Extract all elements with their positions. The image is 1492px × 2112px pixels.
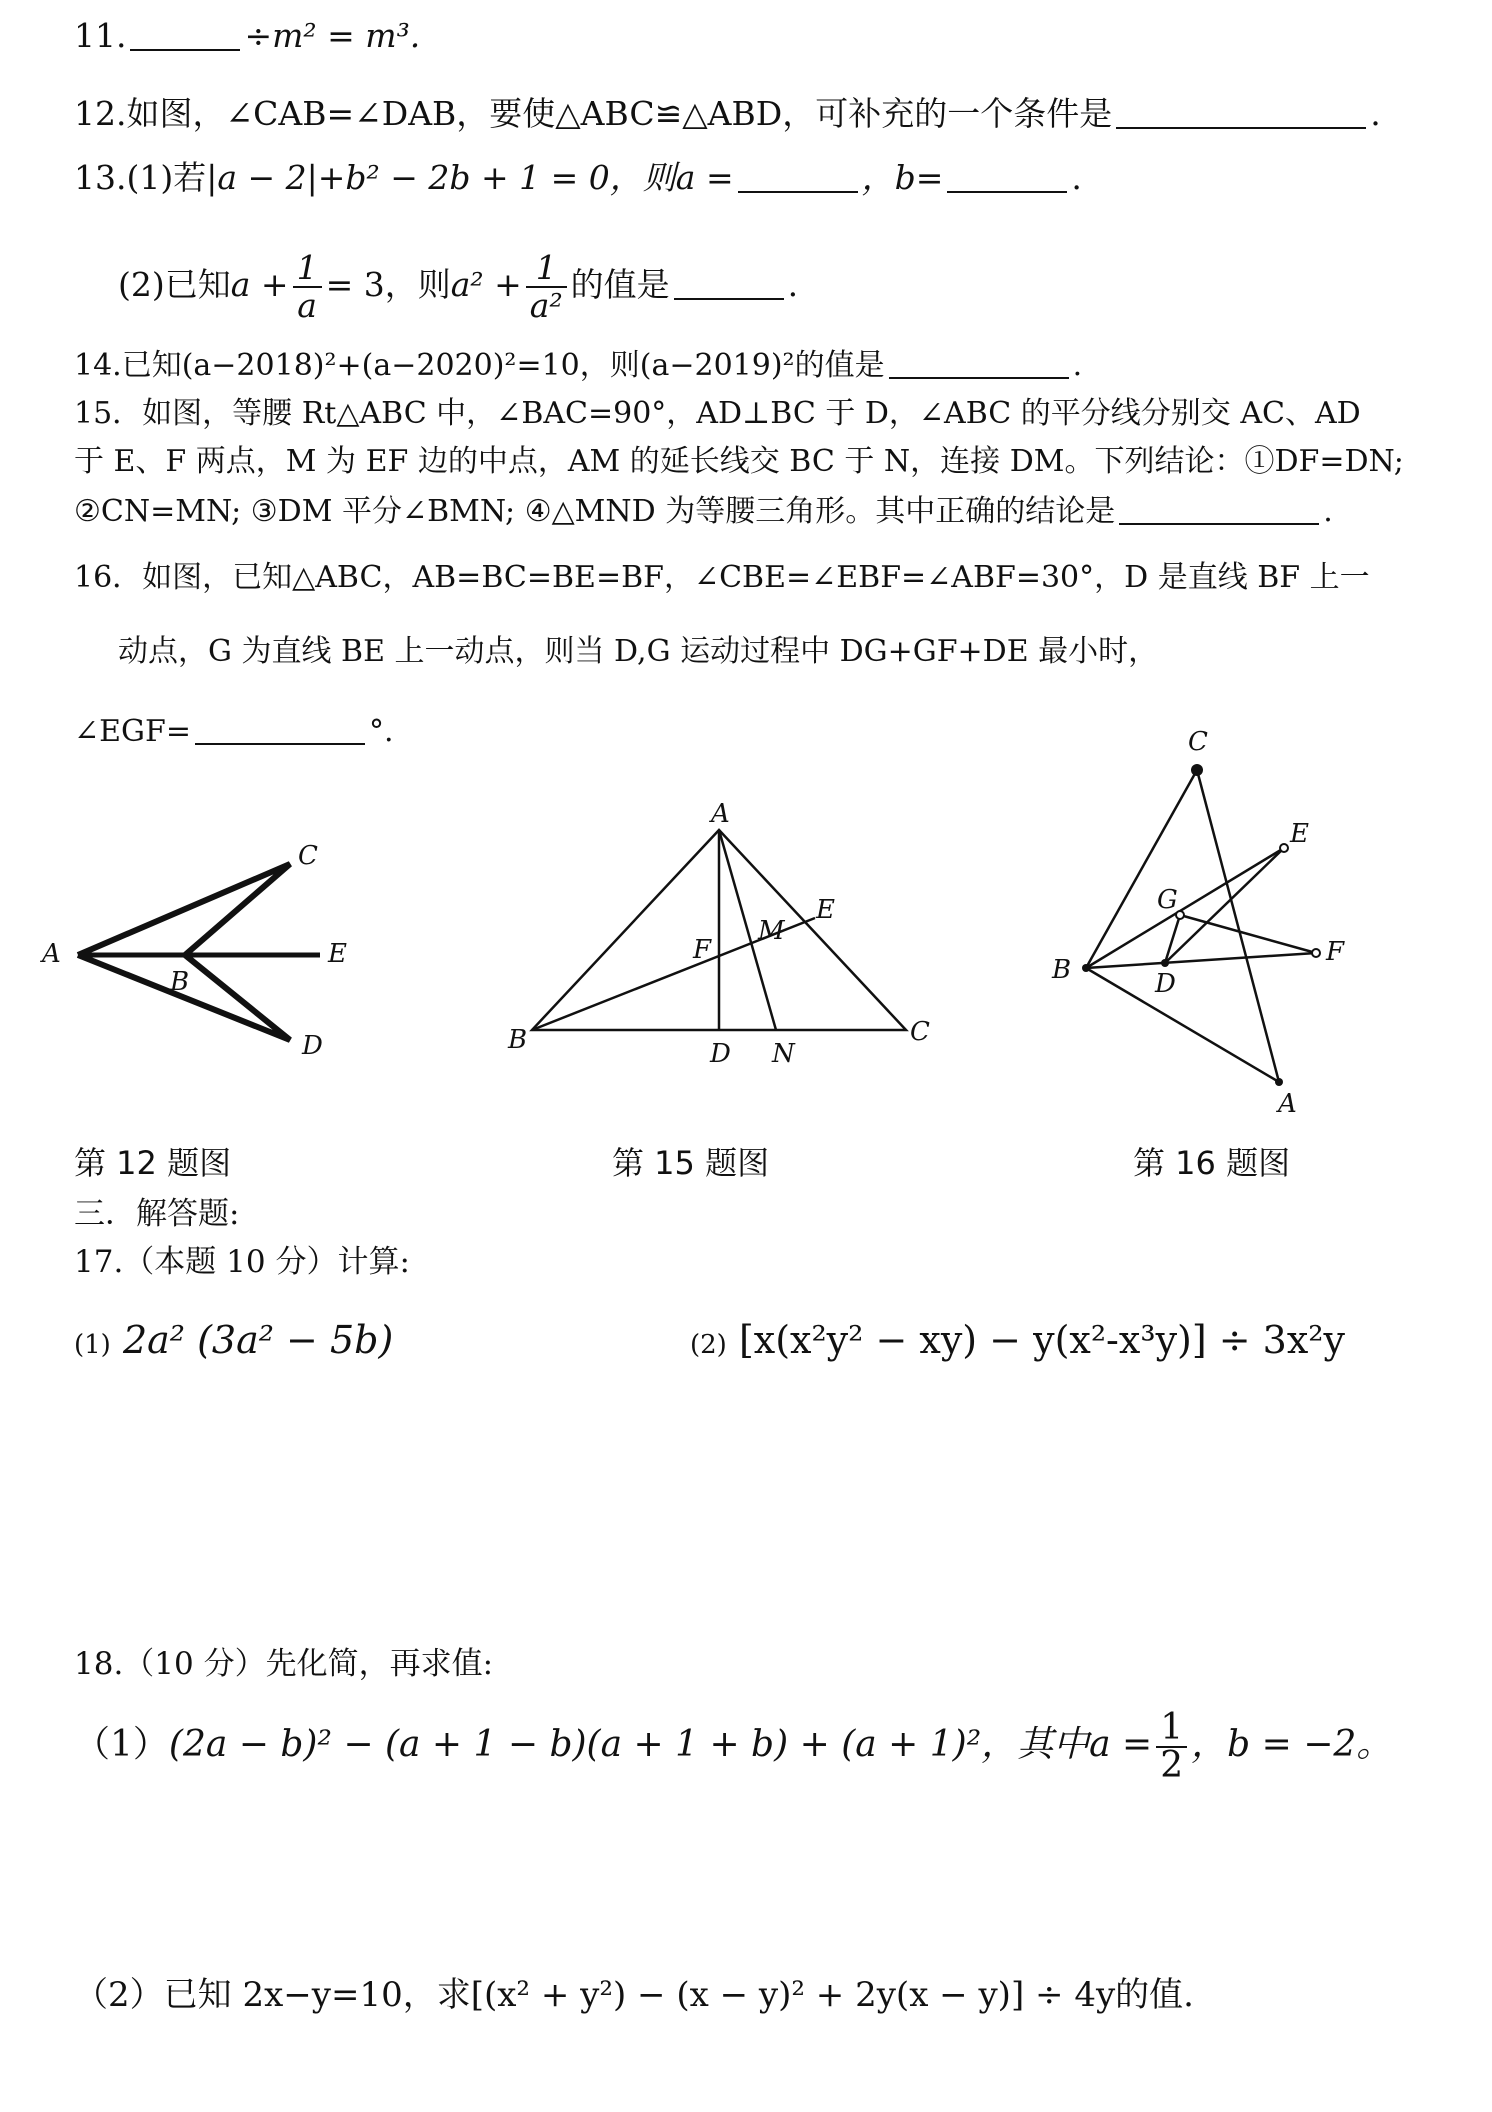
- question-14: [74, 344, 1452, 388]
- q13-p1-b: ，b=: [861, 158, 944, 197]
- q17-p1-expr: 2a² (3a² − 5b): [122, 1318, 394, 1362]
- q18-p2-end: 的值.: [1115, 1975, 1194, 2015]
- q11-expression: ÷m² = m³.: [244, 16, 421, 55]
- fig15-label-f: F: [693, 935, 712, 965]
- fig16-point-f: [1312, 949, 1320, 957]
- caption-figure-12: 第 12 题图: [74, 1144, 232, 1182]
- q14-text: 14.已知(a−2018)²+(a−2020)²=10，则(a−2019)²的值是: [74, 348, 885, 383]
- q13-frac-1-over-a2: [526, 250, 567, 324]
- q17-p2-label: (2): [690, 1330, 727, 1360]
- answer-blank: [674, 268, 784, 300]
- answer-blank: [1119, 493, 1319, 525]
- fig12-label-c: C: [298, 841, 318, 871]
- question-13-part-2: [118, 240, 1452, 330]
- frac-denominator: 2: [1160, 1745, 1184, 1786]
- q15-line-3-text: ②CN=MN; ③DM 平分∠BMN; ④△MND 为等腰三角形。其中正确的结论是: [74, 494, 1116, 529]
- figure-12: [30, 830, 390, 1090]
- caption-figure-15: 第 15 题图: [612, 1144, 770, 1182]
- fig16-point-e: [1280, 844, 1288, 852]
- q16-line-3-end: °.: [368, 714, 394, 749]
- question-12: [74, 92, 1452, 136]
- answer-blank: [130, 19, 240, 51]
- figure-16: [1030, 720, 1390, 1120]
- q15-line-3: [74, 490, 1452, 534]
- answer-blank: [195, 713, 365, 745]
- fig12-label-b: B: [170, 967, 190, 997]
- section-3-heading: 三．解答题:: [74, 1196, 240, 1232]
- question-13-part-1: [74, 156, 1452, 200]
- frac-denominator: a: [297, 286, 317, 325]
- q12-end: .: [1370, 94, 1381, 133]
- q18-part-2: [74, 1960, 1452, 2030]
- q18-title: 18.（10 分）先化简，再求值:: [74, 1646, 494, 1682]
- q13-p1-abs: |a − 2|: [206, 158, 318, 197]
- q13-frac-1-over-a: [293, 250, 322, 324]
- answer-blank: [889, 347, 1069, 379]
- fig16-line-ca: [1197, 770, 1279, 1082]
- question-11: [74, 14, 1452, 58]
- fig15-label-d: D: [710, 1039, 731, 1069]
- fig12-label-d: D: [302, 1031, 323, 1061]
- caption-figure-16: 第 16 题图: [1133, 1144, 1291, 1182]
- fig16-label-g: G: [1157, 885, 1178, 915]
- fig16-line-bf: [1086, 953, 1316, 968]
- q17-part-2: [690, 1312, 1452, 1373]
- q13-p1-a: a =: [675, 158, 734, 197]
- q16-line-3-start: ∠EGF=: [74, 714, 191, 749]
- q13-p1-expr: +b² − 2b + 1 = 0，则: [317, 158, 676, 197]
- frac-numerator: 1: [1156, 1710, 1187, 1748]
- fig16-line-ba: [1086, 968, 1279, 1082]
- q15-line-2: 于 E、F 两点，M 为 EF 边的中点，AM 的延长线交 BC 于 N，连接 DM。下列结论：①DF=DN;: [74, 444, 1404, 479]
- fig16-point-a: [1275, 1078, 1283, 1086]
- q14-end: .: [1072, 348, 1083, 383]
- q13-p2-a2: a² +: [450, 265, 522, 304]
- frac-numerator: 1: [526, 250, 567, 288]
- fig16-label-a: A: [1278, 1089, 1297, 1119]
- fig16-label-b: B: [1052, 955, 1072, 985]
- q13-p1-start: 13.(1)若: [74, 158, 207, 197]
- q13-p2-dot: .: [787, 265, 799, 304]
- fig16-point-d: [1161, 959, 1169, 967]
- answer-blank: [947, 161, 1067, 193]
- fig15-label-a: A: [711, 800, 730, 829]
- q18-p1-b: ，b = −2。: [1191, 1724, 1393, 1765]
- fig12-label-a: A: [42, 939, 61, 969]
- fig16-line-gf: [1180, 915, 1316, 953]
- figure-15: [490, 800, 940, 1090]
- q13-p1-end: .: [1071, 158, 1082, 197]
- q18-p1-label: （1）: [74, 1724, 169, 1765]
- q13-p2-start: (2)已知: [118, 265, 231, 304]
- q18-p1-a: a =: [1089, 1724, 1153, 1765]
- fig15-label-b: B: [508, 1025, 528, 1055]
- fig16-line-de: [1165, 848, 1284, 963]
- q16-line-2: 动点，G 为直线 BE 上一动点，则当 D,G 运动过程中 DG+GF+DE 最小时，: [118, 634, 1159, 669]
- q18-frac-half: [1156, 1707, 1187, 1786]
- q15-line-1: 15．如图，等腰 Rt△ABC 中，∠BAC=90°，AD⊥BC 于 D，∠ABC 的平分线分别交 AC、AD: [74, 396, 1361, 431]
- fig16-line-bc: [1086, 770, 1197, 968]
- fig16-line-be: [1086, 848, 1284, 968]
- q13-p2-eq: = 3，则: [325, 265, 451, 304]
- q16-line-1: 16．如图，已知△ABC，AB=BC=BE=BF，∠CBE=∠EBF=∠ABF=30°，D 是直线 BF 上一: [74, 560, 1370, 595]
- q18-p2-expr: [(x² + y²) − (x − y)² + 2y(x − y)] ÷ 4y: [470, 1975, 1116, 2015]
- fig16-point-c: [1191, 764, 1203, 776]
- fig12-label-e: E: [328, 939, 347, 969]
- q18-part-1: [74, 1700, 1452, 1790]
- q18-p1-expr: (2a − b)² − (a + 1 − b)(a + 1 + b) + (a + 1)²，其中: [168, 1724, 1090, 1765]
- fig15-label-n: N: [772, 1039, 795, 1069]
- q17-p2-expr: [x(x²y² − xy) − y(x²-x³y)] ÷ 3x²y: [738, 1318, 1345, 1362]
- answer-blank: [738, 161, 858, 193]
- q13-p2-end: 的值是: [570, 265, 670, 304]
- answer-blank: [1116, 97, 1366, 129]
- q17-p1-label: (1): [74, 1330, 111, 1360]
- fig16-label-f: F: [1326, 937, 1345, 967]
- fig16-label-e: E: [1290, 819, 1309, 849]
- frac-numerator: 1: [293, 250, 322, 288]
- q12-text: 12.如图，∠CAB=∠DAB，要使△ABC≌△ABD，可补充的一个条件是: [74, 94, 1113, 133]
- fig12-outline: [78, 864, 290, 1040]
- fig15-label-m: M: [758, 916, 785, 946]
- q18-p2-label: （2）: [74, 1975, 164, 2015]
- q15-end: .: [1323, 494, 1333, 529]
- fig15-label-c: C: [910, 1017, 930, 1047]
- frac-denominator: a²: [529, 286, 563, 325]
- fig16-label-d: D: [1155, 969, 1176, 999]
- fig16-label-c: C: [1188, 727, 1208, 757]
- q11-number: 11.: [74, 16, 127, 55]
- q13-p2-a: a +: [230, 265, 289, 304]
- q17-title: 17.（本题 10 分）计算:: [74, 1244, 410, 1280]
- q18-p2-start: 已知 2x−y=10，求: [163, 1975, 471, 2015]
- fig15-label-e: E: [816, 895, 835, 925]
- fig16-point-b: [1082, 964, 1090, 972]
